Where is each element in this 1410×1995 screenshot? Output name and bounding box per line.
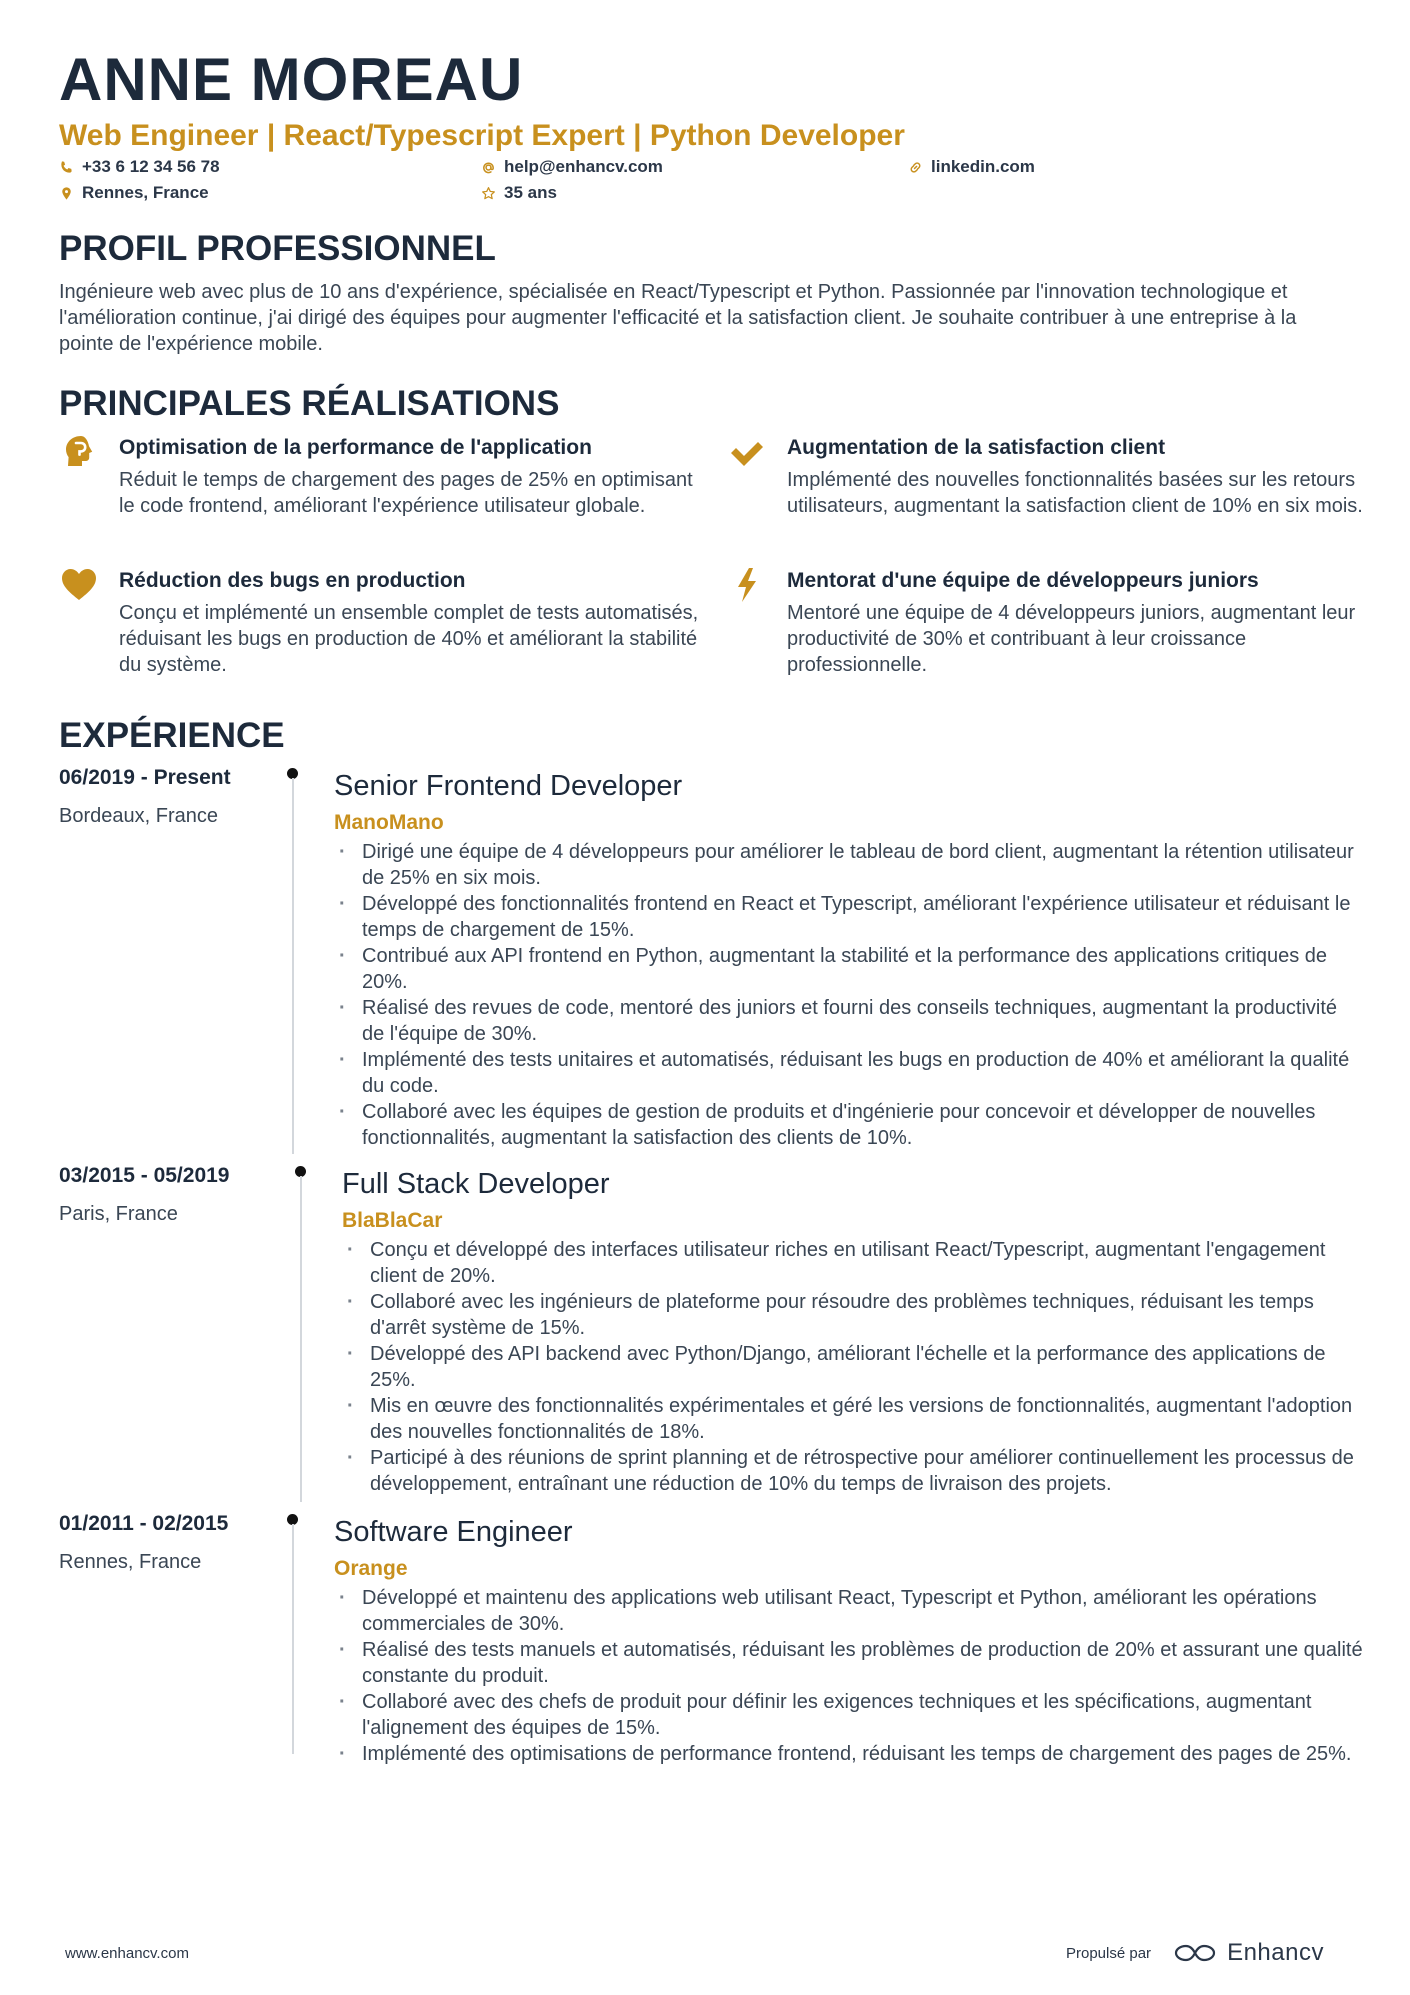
timeline-line	[292, 1524, 294, 1754]
experience-bullets	[334, 1585, 1364, 1767]
experience-bullet: · Participé à des réunions de sprint planning et de rétrospective pour améliorer continuellement les processus de développement, entraînant une réduction de 10% du temps de livraison des projets.	[342, 1445, 1364, 1497]
check-icon	[727, 432, 767, 472]
contact-email	[481, 156, 663, 178]
experience-bullets	[334, 839, 1364, 1151]
achievement-title: Mentorat d'une équipe de développeurs juniors	[787, 569, 1259, 592]
map-pin-icon	[59, 186, 74, 201]
enhancv-logo[interactable]	[1173, 1939, 1324, 1967]
experience-bullet: · Implémenté des optimisations de performance frontend, réduisant les temps de chargement des pages de 25%.	[334, 1741, 1364, 1767]
footer-brand-name: Enhancv	[1227, 1939, 1324, 1966]
experience-bullet: · Implémenté des tests unitaires et automatisés, réduisant les bugs en production de 40% et améliorant la qualité du code.	[334, 1047, 1364, 1099]
achievement-description: Mentoré une équipe de 4 développeurs juniors, augmentant leur productivité de 30% et contribuant à leur croissance professionnelle.	[787, 602, 1356, 676]
timeline-line	[300, 1176, 302, 1502]
experience-bullets	[342, 1237, 1364, 1497]
experience-role: Software Engineer	[334, 1516, 573, 1548]
footer-website[interactable]: www.enhancv.com	[65, 1945, 189, 1962]
footer-powered-by: Propulsé par	[1066, 1944, 1152, 1962]
lightning-icon	[727, 565, 767, 605]
footer-branding	[1066, 1939, 1324, 1967]
achievement-title: Augmentation de la satisfaction client	[787, 436, 1166, 459]
experience-bullet: · Développé des API backend avec Python/Django, améliorant l'échelle et la performance des applications de 25%.	[342, 1341, 1364, 1393]
contact-age	[481, 182, 557, 204]
timeline-line	[292, 778, 294, 1154]
experience-bullet: · Développé et maintenu des applications web utilisant React, Typescript et Python, améliorant les opérations commerciales de 30%.	[334, 1585, 1364, 1637]
star-icon	[481, 186, 496, 201]
experience-company: Orange	[334, 1557, 408, 1580]
contact-linkedin	[908, 156, 1035, 178]
experience-bullet: · Réalisé des tests manuels et automatisés, réduisant les problèmes de production de 20% et assurant une qualité constante du produit.	[334, 1637, 1364, 1689]
linkedin-text[interactable]: linkedin.com	[931, 157, 1035, 176]
experience-bullet: · Collaboré avec des chefs de produit pour définir les exigences techniques et les spécifications, augmentant l'alignement des équipes de 15%.	[334, 1689, 1364, 1741]
achievement-description: Conçu et implémenté un ensemble complet de tests automatisés, réduisant les bugs en production de 40% et améliorant la stabilité du système.	[119, 602, 699, 676]
heart-icon	[59, 565, 99, 605]
achievement-title: Réduction des bugs en production	[119, 569, 466, 592]
experience-bullet: · Collaboré avec les équipes de gestion de produits et d'ingénierie pour concevoir et développer de nouvelles fonctionnalités, augmentant la satisfaction des clients de 10%.	[334, 1099, 1364, 1151]
achievement-description: Réduit le temps de chargement des pages de 25% en optimisant le code frontend, améliorant l'expérience utilisateur globale.	[119, 469, 693, 517]
at-icon	[481, 160, 496, 175]
link-icon	[908, 160, 923, 175]
experience-role: Senior Frontend Developer	[334, 770, 683, 802]
experience-dates: 01/2011 - 02/2015	[59, 1512, 229, 1535]
experience-bullet: · Conçu et développé des interfaces utilisateur riches en utilisant React/Typescript, augmentant l'engagement client de 20%.	[342, 1237, 1364, 1289]
experience-bullet: · Mis en œuvre des fonctionnalités expérimentales et géré les versions de fonctionnalités, augmentant l'adoption des nouvelles fonctionnalités de 18%.	[342, 1393, 1364, 1445]
phone-icon	[59, 160, 74, 175]
achievements-section-title: PRINCIPALES RÉALISATIONS	[59, 384, 560, 423]
experience-dates: 06/2019 - Present	[59, 766, 231, 789]
experience-bullet: · Développé des fonctionnalités frontend en React et Typescript, améliorant l'expérience utilisateur et réduisant le temps de chargement de 15%.	[334, 891, 1364, 943]
experience-bullet: · Dirigé une équipe de 4 développeurs pour améliorer le tableau de bord client, augmentant la rétention utilisateur de 25% en six mois.	[334, 839, 1364, 891]
age-text: 35 ans	[504, 183, 557, 202]
email-text[interactable]: help@enhancv.com	[504, 157, 663, 176]
experience-company: BlaBlaCar	[342, 1209, 443, 1232]
experience-bullet: · Collaboré avec les ingénieurs de plateforme pour résoudre des problèmes techniques, réduisant les temps d'arrêt système de 15%.	[342, 1289, 1364, 1341]
location-text: Rennes, France	[82, 183, 209, 202]
experience-role: Full Stack Developer	[342, 1168, 610, 1200]
summary-section-title: PROFIL PROFESSIONNEL	[59, 229, 496, 268]
summary-text: Ingénieure web avec plus de 10 ans d'expérience, spécialisée en React/Typescript et Python. Passionnée par l'innovation technologique et l'amélioration continue, j'ai dirigé des équipes pour augmenter l'efficacité et la satisfaction client. Je souhaite contribuer à une entreprise à la pointe de l'expérience mobile.	[59, 281, 1297, 355]
experience-location: Bordeaux, France	[59, 805, 218, 827]
experience-dates: 03/2015 - 05/2019	[59, 1164, 230, 1187]
phone-text: +33 6 12 34 56 78	[82, 157, 220, 176]
experience-location: Rennes, France	[59, 1551, 202, 1573]
experience-section-title: EXPÉRIENCE	[59, 716, 285, 755]
achievement-description: Implémenté des nouvelles fonctionnalités basées sur les retours utilisateurs, augmentant la satisfaction client de 10% en six mois.	[787, 469, 1363, 517]
contact-phone	[59, 156, 220, 178]
enhancv-logo-icon	[1173, 1942, 1217, 1964]
candidate-headline: Web Engineer | React/Typescript Expert | Python Developer	[59, 119, 905, 152]
experience-bullet: · Réalisé des revues de code, mentoré des juniors et fourni des conseils techniques, augmentant la productivité de l'équipe de 30%.	[334, 995, 1364, 1047]
experience-location: Paris, France	[59, 1203, 178, 1225]
experience-bullet: · Contribué aux API frontend en Python, augmentant la stabilité et la performance des applications critiques de 20%.	[334, 943, 1364, 995]
head-icon	[59, 432, 99, 472]
achievement-title: Optimisation de la performance de l'application	[119, 436, 592, 459]
experience-company: ManoMano	[334, 811, 444, 834]
candidate-name: ANNE MOREAU	[59, 46, 524, 113]
contact-location	[59, 182, 209, 204]
